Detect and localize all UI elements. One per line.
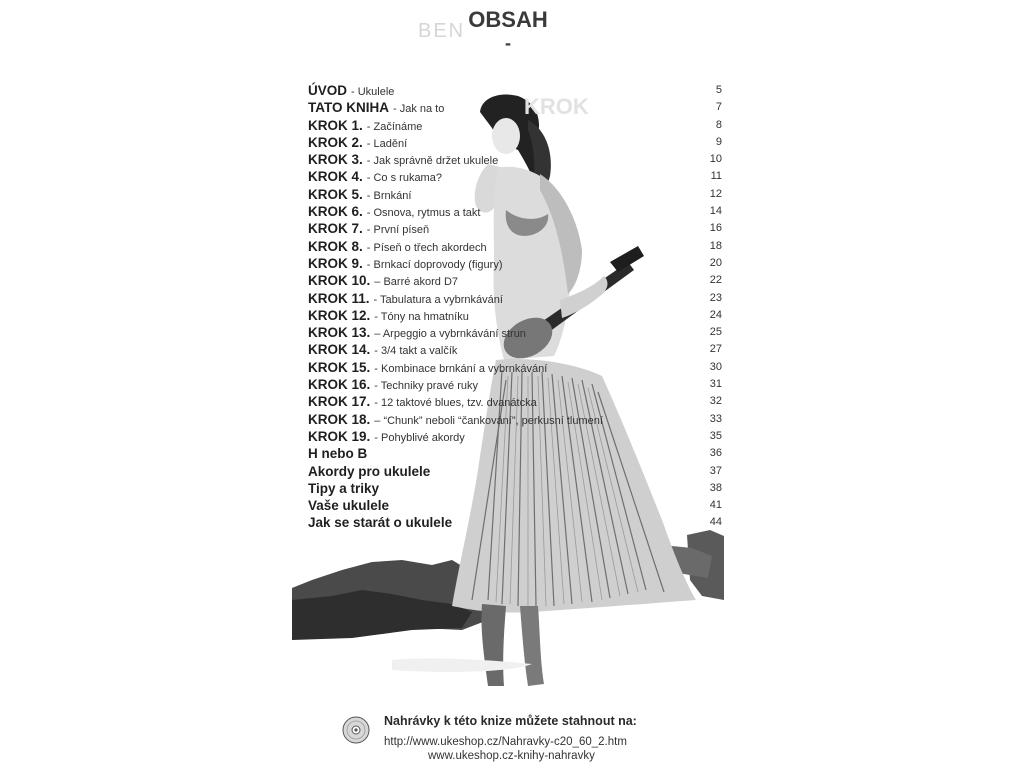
toc-entry-label: KROK 18.: [308, 411, 371, 427]
toc-entry-description: - Jak na to: [393, 103, 445, 116]
toc-entry-label: KROK 10.: [308, 273, 371, 289]
toc-page-number: 25: [709, 326, 722, 339]
toc-page-number: 35: [709, 429, 722, 442]
toc-entry-label: KROK 11.: [308, 290, 370, 306]
toc-page-number: 32: [709, 395, 722, 408]
toc-page-number: 37: [709, 464, 722, 477]
toc-entry-description: - Jak správně držet ukulele: [366, 155, 499, 168]
toc-entry-label: KROK 17.: [308, 394, 371, 410]
toc-page-number: 16: [709, 222, 722, 235]
toc-entry-label: KROK 19.: [308, 428, 371, 444]
toc-page-number: 30: [709, 360, 722, 373]
toc-entry-description: - Kombinace brnkání a vybrnkávání: [374, 362, 548, 375]
toc-entry-label: KROK 6.: [308, 204, 363, 220]
toc-row: [308, 376, 722, 393]
toc-page-number: 44: [709, 516, 722, 529]
toc-page-number: 22: [709, 274, 722, 287]
toc-entry-description: – “Chunk” neboli “čankování”, perkusní tlumení: [374, 414, 603, 427]
toc-row: [308, 272, 722, 289]
toc-row: [308, 203, 722, 220]
toc-entry-label: KROK 2.: [308, 134, 363, 150]
toc-row: [308, 393, 722, 410]
toc-row: [308, 255, 722, 272]
toc-entry-label: H nebo B: [308, 446, 368, 462]
toc-page-number: 9: [715, 135, 722, 148]
page-title: OBSAH: [468, 7, 548, 32]
toc-page-number: 23: [709, 291, 722, 304]
cd-icon: [342, 716, 370, 744]
toc-page-number: 31: [709, 378, 722, 391]
toc-entry-label: Jak se starát o ukulele: [308, 515, 453, 531]
toc-page-number: 14: [709, 205, 722, 218]
toc-page-number: 18: [709, 239, 722, 252]
toc-page-number: 36: [709, 447, 722, 460]
toc-entry-description: - První píseň: [366, 224, 430, 237]
toc-row: [308, 151, 722, 168]
toc-entry-description: - Začínáme: [366, 120, 423, 133]
toc-entry-description: – Arpeggio a vybrnkávání strun: [374, 328, 526, 341]
toc-entry-label: KROK 5.: [308, 186, 363, 202]
toc-entry-description: - Brnkání: [366, 189, 412, 202]
toc-entry-description: - Tóny na hmatníku: [374, 310, 469, 323]
toc-page-number: 33: [709, 412, 722, 425]
toc-entry-label: Tipy a triky: [308, 480, 380, 496]
toc-entry-description: - 3/4 takt a valčík: [374, 345, 458, 358]
toc-entry-description: - Co s rukama?: [366, 172, 442, 185]
download-url-alt-link[interactable]: www.ukeshop.cz-knihy-nahravky: [428, 750, 595, 762]
download-url-link[interactable]: http://www.ukeshop.cz/Nahravky-c20_60_2.htm: [384, 736, 627, 748]
toc-entry-description: - Pohyblivé akordy: [374, 431, 465, 444]
toc-row: [308, 324, 722, 341]
toc-page-number: 10: [709, 153, 722, 166]
toc-entry-label: KROK 4.: [308, 169, 363, 185]
toc-page-number: 24: [709, 308, 722, 321]
toc-entry-label: KROK 16.: [308, 377, 371, 393]
toc-entry-label: KROK 13.: [308, 325, 371, 341]
toc-entry-label: Akordy pro ukulele: [308, 463, 431, 479]
toc-entry-label: KROK 14.: [308, 342, 371, 358]
toc-row: [308, 82, 722, 99]
toc-row: [308, 99, 722, 116]
toc-row: [308, 134, 722, 151]
toc-entry-label: KROK 3.: [308, 152, 363, 168]
toc-entry-description: - Píseň o třech akordech: [366, 241, 487, 254]
toc-row: [308, 117, 722, 134]
toc-page-number: 12: [709, 187, 722, 200]
toc-entry-label: ÚVOD: [308, 83, 348, 98]
toc-entry-description: - Osnova, rytmus a takt: [366, 207, 481, 220]
toc-entry-description: - Tabulatura a vybrnkávání: [373, 293, 503, 306]
toc-entry-description: - Ladění: [366, 137, 408, 150]
toc-entry-description: - 12 taktové blues, tzv. dvanátcka: [374, 397, 537, 410]
toc-page-number: 8: [715, 118, 722, 131]
toc-row: [308, 186, 722, 203]
toc-row: [308, 307, 722, 324]
toc-entry-label: TATO KNIHA: [308, 100, 389, 116]
toc-row: [308, 463, 722, 480]
toc-row: [308, 411, 722, 428]
document-page: [292, 0, 724, 768]
toc-entry-description: - Techniky pravé ruky: [374, 380, 479, 393]
toc-row: [308, 497, 722, 514]
toc-entry-label: KROK 1.: [308, 117, 363, 133]
toc-page-number: 38: [709, 481, 722, 494]
toc-entry-label: KROK 12.: [308, 307, 371, 323]
toc-entry-description: - Ukulele: [351, 86, 395, 98]
toc-row: [308, 168, 722, 185]
toc-entry-label: KROK 7.: [308, 221, 363, 237]
toc-entry-description: – Barré akord D7: [374, 276, 459, 289]
toc-row: [308, 445, 722, 462]
toc-page-number: 7: [715, 101, 722, 114]
toc-row: [308, 341, 722, 358]
toc-page-number: 20: [709, 256, 722, 269]
toc-page-number: 27: [709, 343, 722, 356]
toc-row: [308, 290, 722, 307]
toc-row: [308, 238, 722, 255]
toc-row: [308, 359, 722, 376]
ghost-header-text: BEN: [418, 20, 466, 42]
toc-entry-label: Vaše ukulele: [308, 498, 390, 514]
ghost-heading-text: KROK: [524, 94, 589, 119]
toc-entry-label: KROK 8.: [308, 238, 363, 254]
toc-page-number: 41: [709, 499, 722, 512]
toc-row: [308, 480, 722, 497]
toc-page-number: 5: [715, 84, 722, 96]
table-of-contents: [308, 82, 722, 532]
toc-entry-description: - Brnkací doprovody (figury): [366, 258, 503, 271]
toc-row: [308, 428, 722, 445]
toc-page-number: 11: [710, 170, 722, 183]
title-dash: -: [505, 33, 511, 53]
download-label: Nahrávky k této knize můžete stahnout na:: [384, 714, 637, 728]
toc-row: [308, 514, 722, 531]
toc-entry-label: KROK 9.: [308, 255, 363, 271]
toc-entry-label: KROK 15.: [308, 359, 371, 375]
toc-row: [308, 220, 722, 237]
